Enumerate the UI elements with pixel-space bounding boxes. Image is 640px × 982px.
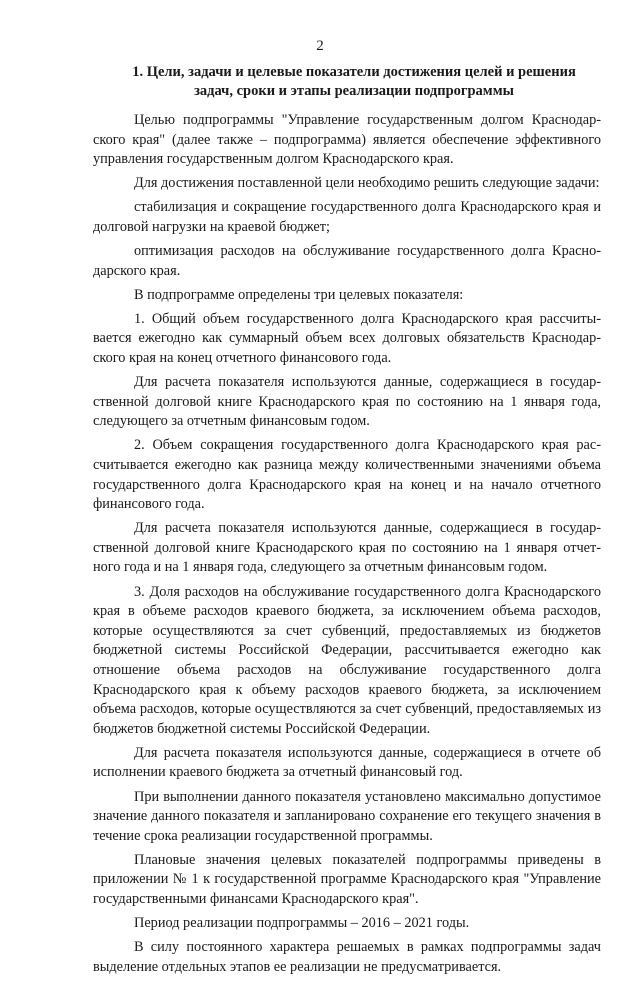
paragraph: оптимизация расходов на обслуживание государственного долга Краснодарского края. [93,243,601,279]
paragraph: При выполнении данного показателя установлено максимально допустимое значение данного показателя и запланировано сохранение его текущего значения в течение срока реализации государственной программы. [93,788,601,844]
paragraph: 1. Общий объем государственного долга Краснодарского края рассчитывается ежегодно как суммарный объем всех долговых обязательств Краснодарского края на конец отчетного финансового года. [93,310,601,367]
paragraph: 2. Объем сокращения государственного долга Краснодарского края рассчитывается ежегодно как разница между количественными значениями объема государственного долга Краснодарского края на конец и на начало отчетного финансового года. [93,437,601,513]
paragraph: Период реализации подпрограммы – 2016 – 2021 годы. [134,915,470,932]
body-text [93,111,601,982]
paragraph: В силу постоянного характера решаемых в рамках подпрограммы задач выделение отдельных этапов ее реализации не предусматривается. [93,939,601,975]
paragraph: Целью подпрограммы "Управление государственным долгом Краснодарского края" (далее также – подпрограмма) является обеспечение эффективного управления государственным долгом Краснодарского края. [93,112,601,168]
paragraph: Плановые значения целевых показателей подпрограммы приведены в приложении № 1 к государственной программе Краснодарского края "Управление государственными финансами Краснодарского края". [93,851,601,907]
section-heading: 1. Цели, задачи и целевые показатели достижения целей и решения задач, сроки и этапы реализации подпрограммы [132,64,576,99]
page-number: 2 [316,38,324,54]
paragraph: В подпрограмме определены три целевых показателя: [134,286,464,303]
paragraph: 3. Доля расходов на обслуживание государственного долга Краснодарского края в объеме расходов краевого бюджета, за исключением объема расходов, которые осуществляются за счет субвенций, предоставляемых из бюджетов бюджетной системы Российской Федерации, рассчитывается ежегодно как отношение объема расходов на обслуживание государственного долга Краснодарского края к объему расходов краевого бюджета, за исключением объема расходов, которые осуществляются за счет субвенций, предоставляемых из бюджетов бюджетной системы Российской Федерации. [93,583,601,737]
paragraph: Для расчета показателя используются данные, содержащиеся в отчете об исполнении краевого бюджета за отчетный финансовый год. [93,744,601,781]
paragraph: стабилизация и сокращение государственного долга Краснодарского края и долговой нагрузки на краевой бюджет; [93,199,601,235]
paragraph: Для достижения поставленной цели необходимо решить следующие задачи: [134,175,600,192]
paragraph: Для расчета показателя используются данные, содержащиеся в государственной долговой книге Краснодарского края по состоянию на 1 января отчетного года и на 1 января года, следующего за отчетным финансовым годом. [93,520,601,576]
paragraph: Для расчета показателя используются данные, содержащиеся в государственной долговой книге Краснодарского края по состоянию на 1 января года, следующего за отчетным финансовым годом. [93,374,601,430]
